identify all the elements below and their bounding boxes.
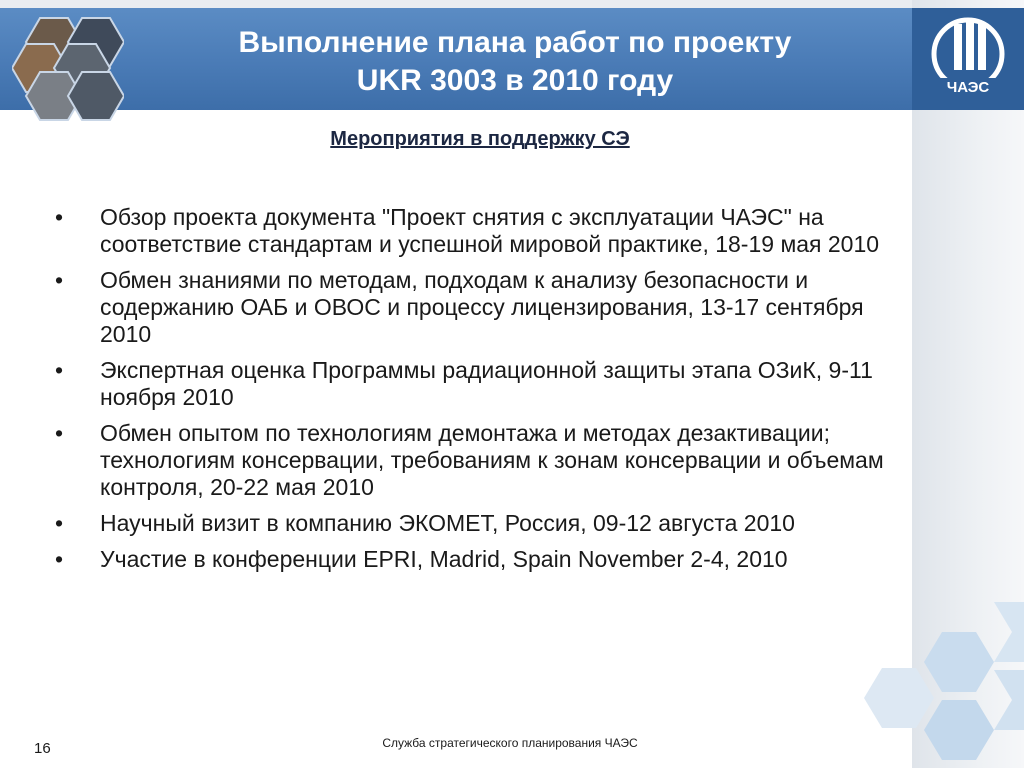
bullet-icon: • <box>55 204 64 230</box>
header-top-strip <box>0 0 1024 8</box>
list-item <box>55 510 900 537</box>
list-item-text: Обзор проекта документа "Проект снятия с эксплуатации ЧАЭС" на соответствие стандартам и успешной мировой практике, 18-19 мая 2010 <box>100 204 880 257</box>
page-number: 16 <box>34 740 51 757</box>
bullet-icon: • <box>55 420 64 446</box>
bullet-icon: • <box>55 357 64 383</box>
list-item-text: Научный визит в компанию ЭКОМЕТ, Россия, 09-12 августа 2010 <box>100 510 795 536</box>
page-title-line-1: Выполнение плана работ по проекту <box>238 26 792 59</box>
list-item <box>55 357 900 411</box>
list-item <box>55 546 900 573</box>
logo-text: ЧАЭС <box>946 79 990 96</box>
chaes-logo-icon <box>912 8 1024 110</box>
list-item <box>55 420 900 501</box>
photo-collage-icon <box>12 14 124 124</box>
section-subtitle: Мероприятия в поддержку СЭ <box>330 128 630 150</box>
page-title-line-2: UKR 3003 в 2010 году <box>356 64 674 97</box>
list-item-text: Экспертная оценка Программы радиационной защиты этапа ОЗиК, 9-11 ноября 2010 <box>100 357 873 410</box>
bullet-icon: • <box>55 546 64 572</box>
page-title <box>130 24 900 100</box>
bullet-list <box>55 204 900 582</box>
list-item-text: Обмен знаниями по методам, подходам к анализу безопасности и содержанию ОАБ и ОВОС и процессу лицензирования, 13-17 сентября 2010 <box>100 267 864 347</box>
bullet-icon: • <box>55 267 64 293</box>
bullet-icon: • <box>55 510 64 536</box>
footer-department: Служба стратегического планирования ЧАЭС <box>382 736 638 750</box>
decorative-hexagons-icon <box>838 600 1024 768</box>
list-item-text: Обмен опытом по технологиям демонтажа и методах дезактивации; технологиям консервации, требованиям к зонам консервации и объемам контроля, 20-22 мая 2010 <box>100 420 884 500</box>
chaes-logo <box>912 8 1024 110</box>
list-item-text: Участие в конференции EPRI, Madrid, Spain November 2-4, 2010 <box>100 546 788 572</box>
list-item <box>55 267 900 348</box>
list-item <box>55 204 900 258</box>
